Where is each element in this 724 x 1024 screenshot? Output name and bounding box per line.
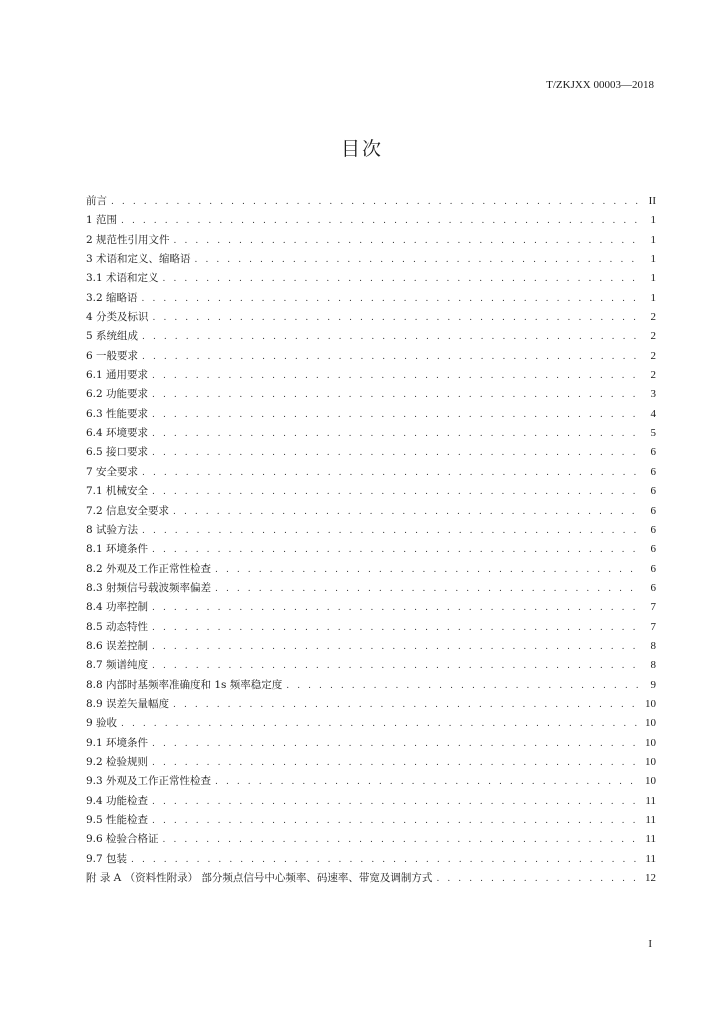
toc-entry[interactable]: [86, 232, 656, 251]
toc-entry-title: 8.7 频谱纯度: [86, 659, 149, 672]
toc-entry-page: 8: [650, 659, 656, 672]
toc-entry[interactable]: [86, 348, 656, 367]
toc-entry-title: 2 规范性引用文件: [86, 233, 170, 246]
dot-leader: [152, 371, 638, 381]
toc-entry[interactable]: [86, 483, 656, 502]
toc-entry[interactable]: [86, 870, 656, 889]
toc-entry-page: 6: [650, 465, 656, 478]
toc-entry-title: 9.6 检验合格证: [86, 833, 159, 846]
toc-entry-title: 9.1 环境条件: [86, 736, 149, 749]
document-code: T/ZKJXX 00003—2018: [546, 79, 654, 91]
toc-entry[interactable]: [86, 406, 656, 425]
toc-entry-page: 1: [650, 253, 656, 266]
toc-entry-title: 8 试验方法: [86, 523, 139, 536]
toc-entry-title: 8.2 外观及工作正常性检查: [86, 562, 212, 575]
toc-entry-page: 7: [650, 601, 656, 614]
dot-leader: [173, 700, 638, 710]
toc-entry-page: 1: [650, 214, 656, 227]
toc-entry[interactable]: [86, 793, 656, 812]
toc-entry-title: 7.2 信息安全要求: [86, 504, 170, 517]
toc-entry-page: 8: [650, 639, 656, 652]
toc-entry-page: 2: [650, 330, 656, 343]
toc-entry-title: 8.5 动态特性: [86, 620, 149, 633]
toc-entry-title: 9.7 包装: [86, 852, 128, 865]
toc-entry-page: 5: [650, 427, 656, 440]
page-title: 目次: [340, 138, 383, 160]
toc-entry-title: 6.4 环境要求: [86, 427, 149, 440]
toc-entry[interactable]: [86, 657, 656, 676]
toc-entry-page: 6: [650, 562, 656, 575]
dot-leader: [121, 719, 638, 729]
toc-entry-title: 5 系统组成: [86, 330, 139, 343]
toc-entry-page: 3: [650, 388, 656, 401]
toc-entry-title: 8.6 误差控制: [86, 639, 149, 652]
toc-entry[interactable]: [86, 386, 656, 405]
toc-entry-page: 6: [650, 504, 656, 517]
dot-leader: [286, 681, 638, 691]
toc-entry[interactable]: [86, 715, 656, 734]
dot-leader: [152, 661, 638, 671]
toc-entry-page: 11: [645, 814, 656, 826]
toc-entry[interactable]: [86, 638, 656, 657]
dot-leader: [152, 545, 638, 555]
toc-entry-page: 1: [650, 233, 656, 246]
toc-entry-page: 10: [645, 717, 656, 730]
toc-entry-page: 6: [650, 446, 656, 459]
toc-entry-title: 8.9 误差矢量幅度: [86, 697, 170, 710]
toc-entry-title: 附 录 A （资料性附录） 部分频点信号中心频率、码速率、带宽及调制方式: [86, 872, 433, 885]
dot-leader: [152, 816, 638, 826]
toc-entry[interactable]: [86, 851, 656, 870]
toc-entry[interactable]: [86, 812, 656, 831]
dot-leader: [173, 507, 638, 517]
toc-entry-title: 4 分类及标识: [86, 311, 149, 324]
toc-entry[interactable]: [86, 444, 656, 463]
dot-leader: [131, 855, 638, 865]
toc-entry-page: 2: [650, 349, 656, 362]
dot-leader: [121, 216, 638, 226]
toc-entry-title: 3.1 术语和定义: [86, 272, 159, 285]
dot-leader: [152, 739, 638, 749]
toc-entry-title: 9.2 检验规则: [86, 755, 149, 768]
toc-entry[interactable]: [86, 735, 656, 754]
dot-leader: [152, 623, 638, 633]
dot-leader: [152, 487, 638, 497]
dot-leader: [195, 255, 638, 265]
toc-entry-page: 6: [650, 543, 656, 556]
dot-leader: [215, 777, 638, 787]
toc-entry[interactable]: [86, 464, 656, 483]
dot-leader: [152, 410, 638, 420]
toc-entry[interactable]: [86, 561, 656, 580]
toc-entry-page: 2: [650, 369, 656, 382]
toc-entry-page: 7: [650, 620, 656, 633]
toc-entry[interactable]: [86, 425, 656, 444]
dot-leader: [111, 197, 638, 207]
toc-entry[interactable]: [86, 193, 656, 212]
toc-entry[interactable]: [86, 541, 656, 560]
toc-entry[interactable]: [86, 599, 656, 618]
dot-leader: [152, 603, 638, 613]
dot-leader: [163, 274, 638, 284]
dot-leader: [152, 429, 638, 439]
dot-leader: [163, 835, 638, 845]
toc-entry-page: 6: [650, 523, 656, 536]
toc-entry[interactable]: [86, 503, 656, 522]
toc-entry-title: 7 安全要求: [86, 465, 139, 478]
toc-entry[interactable]: [86, 270, 656, 289]
dot-leader: [215, 584, 638, 594]
toc-entry-title: 9.5 性能检查: [86, 814, 149, 826]
dot-leader: [142, 332, 638, 342]
toc-entry-page: 9: [650, 678, 656, 691]
toc-entry[interactable]: [86, 619, 656, 638]
toc-entry-page: 11: [645, 833, 656, 846]
toc-entry-title: 6.5 接口要求: [86, 446, 149, 459]
toc-entry-title: 6.3 性能要求: [86, 407, 149, 420]
dot-leader: [142, 352, 638, 362]
dot-leader: [142, 526, 638, 536]
toc-entry-title: 前言: [86, 195, 107, 207]
dot-leader: [436, 874, 638, 884]
dot-leader: [152, 758, 638, 768]
toc-entry-page: 10: [645, 775, 656, 788]
toc-entry-title: 8.4 功率控制: [86, 601, 149, 614]
dot-leader: [142, 468, 638, 478]
toc-entry-page: 1: [650, 272, 656, 285]
toc-entry-title: 9 验收: [86, 717, 118, 730]
toc-entry-page: 10: [645, 755, 656, 768]
toc-entry[interactable]: [86, 328, 656, 347]
toc-entry[interactable]: [86, 290, 656, 309]
dot-leader: [153, 313, 638, 323]
table-of-contents: [86, 193, 656, 889]
toc-entry-title: 3 术语和定义、缩略语: [86, 253, 191, 266]
toc-entry-title: 3.2 缩略语: [86, 291, 138, 304]
toc-entry-page: II: [648, 195, 656, 207]
page-number: I: [648, 938, 652, 950]
dot-leader: [152, 797, 638, 807]
toc-entry[interactable]: [86, 309, 656, 328]
toc-entry-title: 1 范围: [86, 214, 118, 227]
toc-entry[interactable]: [86, 251, 656, 270]
dot-leader: [152, 448, 638, 458]
toc-entry[interactable]: [86, 367, 656, 386]
toc-entry[interactable]: [86, 773, 656, 792]
toc-entry[interactable]: [86, 754, 656, 773]
toc-entry-page: 4: [650, 407, 656, 420]
dot-leader: [152, 390, 638, 400]
dot-leader: [215, 565, 638, 575]
toc-entry-title: 8.8 内部时基频率准确度和 1s 频率稳定度: [86, 678, 283, 691]
toc-entry-page: 6: [650, 581, 656, 594]
toc-entry[interactable]: [86, 696, 656, 715]
toc-entry-title: 6.2 功能要求: [86, 388, 149, 401]
toc-entry[interactable]: [86, 580, 656, 599]
toc-entry-page: 12: [645, 872, 656, 885]
toc-entry-title: 8.3 射频信号载波频率偏差: [86, 581, 212, 594]
toc-entry-title: 6 一般要求: [86, 349, 139, 362]
toc-entry[interactable]: [86, 522, 656, 541]
toc-entry-page: 11: [645, 794, 656, 807]
toc-entry-page: 2: [650, 311, 656, 324]
toc-entry-page: 10: [645, 697, 656, 710]
toc-entry-page: 10: [645, 736, 656, 749]
toc-entry-title: 6.1 通用要求: [86, 369, 149, 382]
toc-entry[interactable]: [86, 677, 656, 696]
dot-leader: [142, 294, 638, 304]
toc-entry-title: 9.4 功能检查: [86, 794, 149, 807]
dot-leader: [174, 236, 638, 246]
toc-entry-page: 11: [645, 852, 656, 865]
toc-entry-title: 9.3 外观及工作正常性检查: [86, 775, 212, 788]
toc-entry[interactable]: [86, 212, 656, 231]
dot-leader: [152, 642, 638, 652]
toc-entry-title: 8.1 环境条件: [86, 543, 149, 556]
toc-entry-page: 6: [650, 485, 656, 498]
toc-entry[interactable]: [86, 831, 656, 850]
toc-entry-title: 7.1 机械安全: [86, 485, 149, 498]
toc-entry-page: 1: [650, 291, 656, 304]
